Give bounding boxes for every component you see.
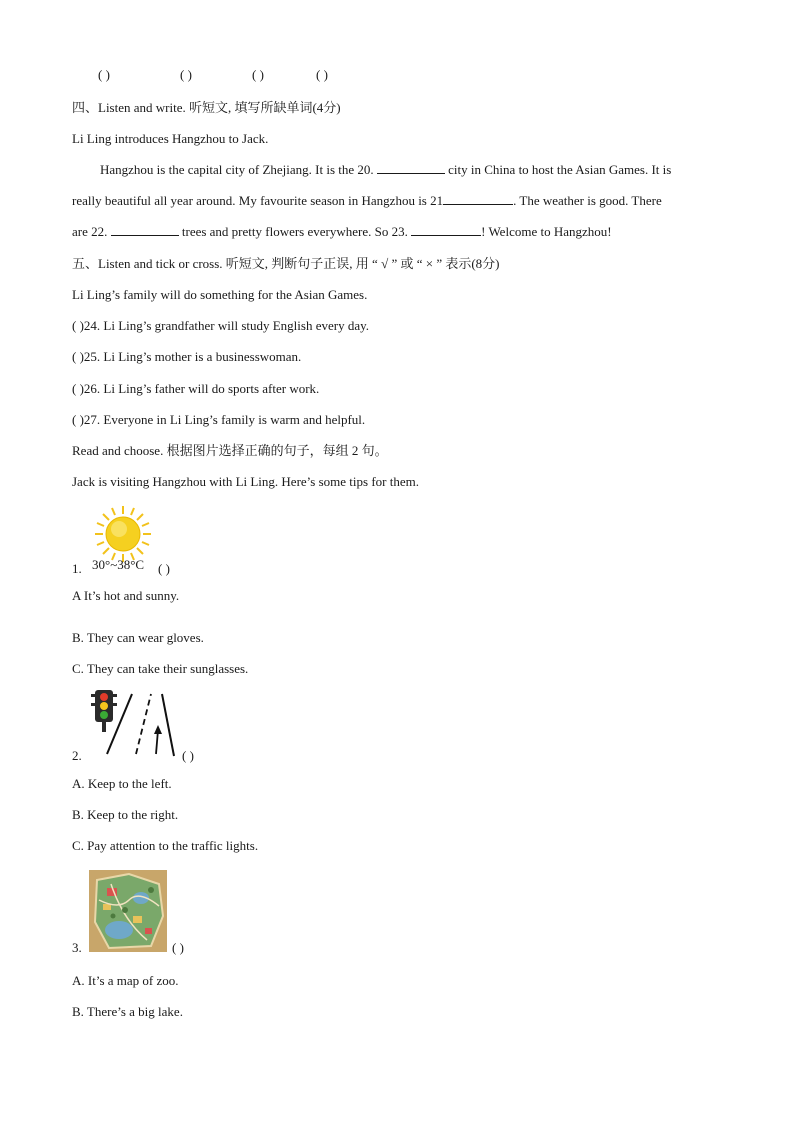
passage-text: Hangzhou is the capital city of Zhejiang. It is the 20.: [100, 162, 377, 177]
passage-line-1: [100, 161, 671, 179]
zoo-map-image: [89, 870, 167, 952]
passage-text: ! Welcome to Hangzhou!: [481, 224, 612, 239]
tf-item-24[interactable]: ( )24. Li Ling’s grandfather will study English every day.: [72, 318, 370, 333]
answer-paren[interactable]: ( ): [316, 67, 328, 82]
section-4-heading: 四、Listen and write. 听短文, 填写所缺单词(4分): [72, 100, 341, 115]
passage-line-2: [72, 192, 662, 210]
answer-paren[interactable]: ( ): [158, 561, 170, 576]
temperature-label: 30°~38°C: [92, 557, 145, 572]
answer-paren[interactable]: ( ): [98, 67, 110, 82]
q1-option-c[interactable]: C. They can take their sunglasses.: [72, 661, 249, 676]
blank-23[interactable]: [411, 223, 481, 236]
blank-22[interactable]: [111, 223, 179, 236]
section-5-intro: Li Ling’s family will do something for the Asian Games.: [72, 287, 368, 302]
q2-option-c[interactable]: C. Pay attention to the traffic lights.: [72, 838, 259, 853]
answer-paren[interactable]: ( ): [252, 67, 264, 82]
question-3-number: 3.: [72, 940, 82, 955]
passage-text: really beautiful all year around. My favourite season in Hangzhou is 21: [72, 193, 444, 208]
tf-item-27[interactable]: ( )27. Everyone in Li Ling’s family is warm and helpful.: [72, 412, 366, 427]
tf-item-26[interactable]: ( )26. Li Ling’s father will do sports after work.: [72, 381, 320, 396]
section-6-intro: Jack is visiting Hangzhou with Li Ling. Here’s some tips for them.: [72, 474, 419, 489]
question-1-number: 1.: [72, 561, 82, 576]
section-6-heading: Read and choose. 根据图片选择正确的句子，每组 2 句。: [72, 443, 388, 458]
passage-text: trees and pretty flowers everywhere. So 23.: [178, 224, 412, 239]
q3-option-b[interactable]: B. There’s a big lake.: [72, 1004, 183, 1019]
passage-text: . The weather is good. There: [513, 193, 662, 208]
tf-item-25[interactable]: ( )25. Li Ling’s mother is a businesswoman.: [72, 349, 302, 364]
q3-option-a[interactable]: A. It’s a map of zoo.: [72, 973, 179, 988]
section-5-heading: 五、Listen and tick or cross. 听短文, 判断句子正误, 用 “ √ ” 或 “ × ” 表示(8分): [72, 256, 500, 271]
q2-option-b[interactable]: B. Keep to the right.: [72, 807, 179, 822]
q1-option-a[interactable]: A It’s hot and sunny.: [72, 588, 180, 603]
traffic-road-icon: [90, 688, 182, 760]
blank-20[interactable]: [377, 161, 445, 174]
section-4-intro: Li Ling introduces Hangzhou to Jack.: [72, 131, 269, 146]
answer-paren[interactable]: ( ): [180, 67, 192, 82]
blank-21[interactable]: [443, 192, 513, 205]
q1-option-b[interactable]: B. They can wear gloves.: [72, 630, 204, 645]
answer-paren[interactable]: ( ): [172, 940, 184, 955]
answer-paren[interactable]: ( ): [182, 748, 194, 763]
question-2-number: 2.: [72, 748, 82, 763]
q2-option-a[interactable]: A. Keep to the left.: [72, 776, 172, 791]
sun-icon: [94, 505, 152, 563]
passage-text: city in China to host the Asian Games. It is: [444, 162, 672, 177]
passage-text: are 22.: [72, 224, 111, 239]
passage-line-3: [72, 223, 612, 241]
